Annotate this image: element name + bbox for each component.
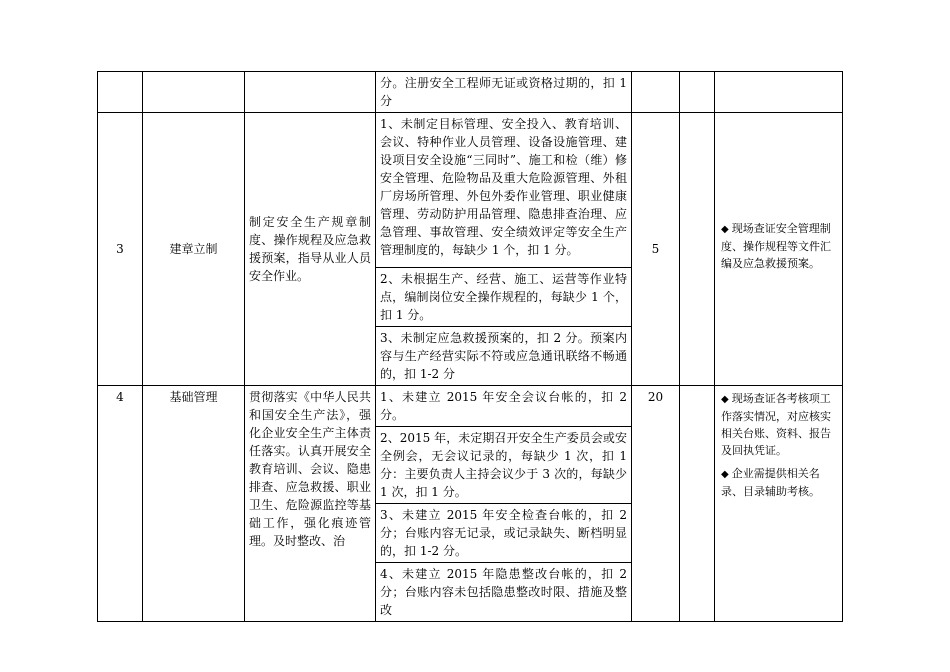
requirement-cell — [245, 72, 376, 113]
row-number-cell: 3 — [98, 113, 143, 386]
deduction-cell — [680, 72, 715, 113]
criteria-cell: 3、未建立 2015 年安全检查台帐的，扣 2 分；台账内容无记录，或记录缺失、断档明显的，扣 1-2 分。 — [376, 504, 632, 563]
item-cell: 基础管理 — [143, 386, 245, 622]
note-item — [721, 220, 836, 272]
notes-cell — [715, 386, 843, 622]
note-text: 现场查证安全管理制度、操作规程等文件汇编及应急救援预案。 — [721, 222, 831, 270]
note-text: 现场查证各考核项工作落实情况，对应核实相关台账、资料、报告及回执凭证。 — [721, 392, 831, 457]
note-item — [721, 465, 836, 500]
diamond-bullet-icon: ◆ — [721, 224, 729, 235]
notes-cell — [715, 72, 843, 113]
criteria-cell: 1、未建立 2015 年安全会议台帐的，扣 2 分。 — [376, 386, 632, 427]
criteria-cell: 1、未制定目标管理、安全投入、教育培训、会议、特种作业人员管理、设备设施管理、建设项目安全设施“三同时”、施工和检（维）修安全管理、危险物品及重大危险源管理、外租厂房场所管理、外包外委作业管理、职业健康管理、劳动防护用品管理、隐患排查治理、应急管理、事故管理、安全绩效评定等安全生产管理制度的，每缺少 1 个，扣 1 分。 — [376, 113, 632, 268]
deduction-cell — [680, 386, 715, 622]
note-item — [721, 390, 836, 459]
criteria-cell: 2、未根据生产、经营、施工、运营等作业特点，编制岗位安全操作规程的，每缺少 1 个，扣 1 分。 — [376, 268, 632, 327]
assessment-table — [97, 71, 843, 622]
row-number-cell: 4 — [98, 386, 143, 622]
diamond-bullet-icon: ◆ — [721, 394, 729, 405]
score-cell: 20 — [632, 386, 680, 622]
deduction-cell — [680, 113, 715, 386]
criteria-cell: 4、未建立 2015 年隐患整改台帐的，扣 2 分；台账内容未包括隐患整改时限、措施及整改 — [376, 563, 632, 622]
table-row — [98, 113, 843, 268]
score-cell — [632, 72, 680, 113]
table-row — [98, 386, 843, 427]
requirement-cell: 贯彻落实《中华人民共和国安全生产法》，强化企业安全生产主体责任落实。认真开展安全教育培训、会议、隐患排查、应急救援、职业卫生、危险源监控等基础工作，强化痕迹管理。及时整改、治 — [245, 386, 376, 622]
notes-cell — [715, 113, 843, 386]
assessment-table-page — [97, 71, 842, 622]
table-row — [98, 72, 843, 113]
diamond-bullet-icon: ◆ — [721, 469, 729, 480]
score-cell: 5 — [632, 113, 680, 386]
note-text: 企业需提供相关名录、目录辅助考核。 — [721, 467, 820, 498]
item-cell — [143, 72, 245, 113]
requirement-cell: 制定安全生产规章制度、操作规程及应急救援预案，指导从业人员安全作业。 — [245, 113, 376, 386]
item-cell: 建章立制 — [143, 113, 245, 386]
row-number-cell — [98, 72, 143, 113]
criteria-cell: 3、未制定应急救援预案的，扣 2 分。预案内容与生产经营实际不符或应急通讯联络不畅通的，扣 1-2 分 — [376, 327, 632, 386]
criteria-cell: 分。注册安全工程师无证或资格过期的，扣 1 分 — [376, 72, 632, 113]
criteria-cell: 2、2015 年，未定期召开安全生产委员会或安全例会，无会议记录的，每缺少 1 次，扣 1 分：主要负责人主持会议少于 3 次的，每缺少 1 次，扣 1 分。 — [376, 427, 632, 504]
